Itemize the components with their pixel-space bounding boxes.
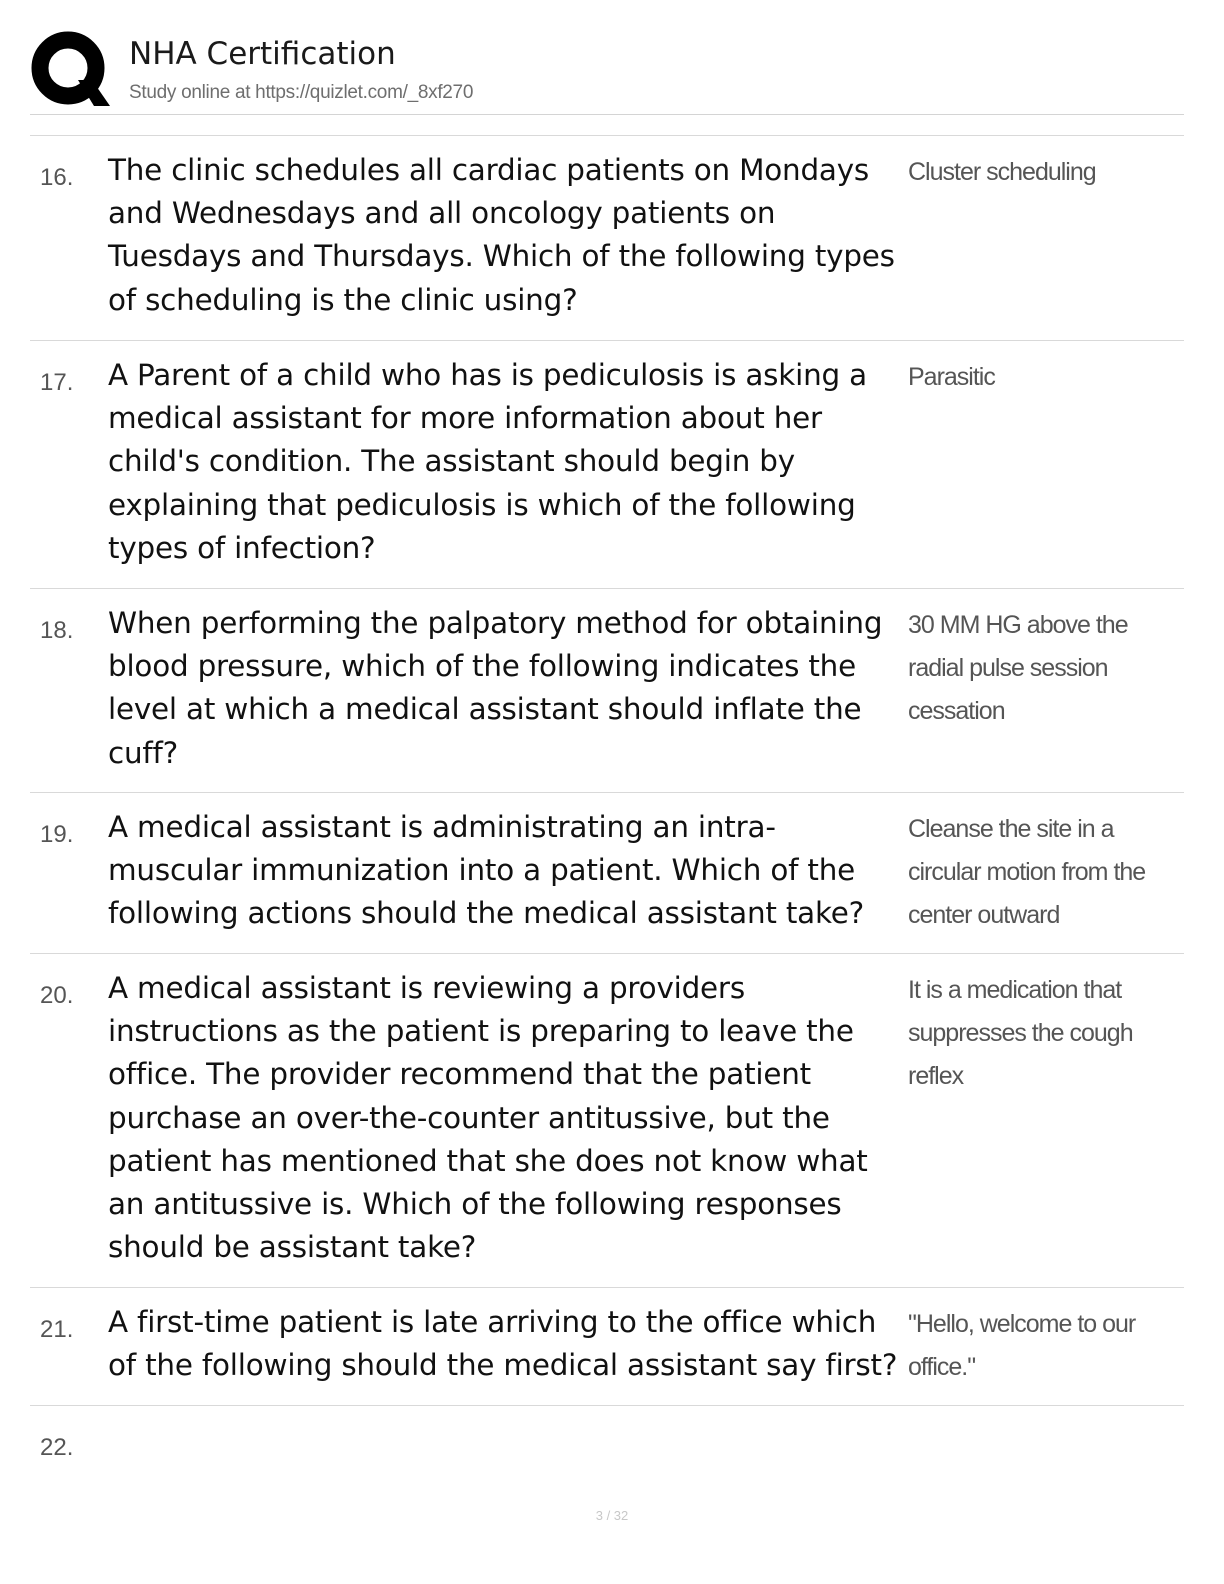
flashcard-list	[30, 135, 1184, 1486]
page-number: 3 / 32	[595, 1508, 629, 1523]
study-link[interactable]: Study online at https://quizlet.com/_8xf270	[129, 82, 474, 103]
card-definition: 30 MM HG above the radial pulse session cessation	[908, 611, 1128, 726]
card-term: When performing the palpatory method for obtaining blood pressure, which of the following indicates the level at which a medical assistant should inflate the cuff?	[108, 606, 883, 770]
card-number: 17.	[40, 369, 74, 396]
page-title: NHA Certification	[129, 36, 396, 72]
card-definition: It is a medication that suppresses the cough reflex	[908, 976, 1133, 1091]
flashcard-19	[30, 793, 1184, 954]
flashcard-21	[30, 1288, 1184, 1406]
flashcard-18	[30, 589, 1184, 793]
card-term: A medical assistant is administrating an intra-muscular immunization into a patient. Which of the following actions should the medical assistant take?	[108, 810, 865, 931]
card-number: 16.	[40, 164, 74, 191]
card-definition: "Hello, welcome to our office."	[908, 1310, 1136, 1382]
card-term: A Parent of a child who has is pediculosis is asking a medical assistant for more information about her child's condition. The assistant should begin by explaining that pediculosis is which of the following types of infection?	[108, 358, 867, 565]
card-term: A first-time patient is late arriving to the office which of the following should the medical assistant say first?	[108, 1305, 898, 1383]
card-number: 22.	[40, 1434, 74, 1461]
card-number: 21.	[40, 1316, 74, 1343]
card-term: A medical assistant is reviewing a providers instructions as the patient is preparing to leave the office. The provider recommend that the patient purchase an over-the-counter antitussive, but the patient has mentioned that she does not know what an antitussive is. Which of the following responses should be assistant take?	[108, 971, 868, 1265]
flashcard-17	[30, 341, 1184, 589]
card-number: 18.	[40, 617, 74, 644]
card-definition: Parasitic	[908, 363, 995, 391]
card-term: The clinic schedules all cardiac patients on Mondays and Wednesdays and all oncology patients on Tuesdays and Thursdays. Which of the following types of scheduling is the clinic using?	[108, 153, 895, 317]
card-definition: Cluster scheduling	[908, 158, 1096, 186]
flashcard-20	[30, 954, 1184, 1288]
card-definition: Cleanse the site in a circular motion from the center outward	[908, 815, 1146, 930]
card-number: 20.	[40, 982, 74, 1009]
page-header	[30, 28, 1184, 115]
card-number: 19.	[40, 821, 74, 848]
flashcard-16	[30, 136, 1184, 341]
flashcard-22	[30, 1406, 1184, 1486]
quizlet-logo-icon	[30, 30, 110, 110]
